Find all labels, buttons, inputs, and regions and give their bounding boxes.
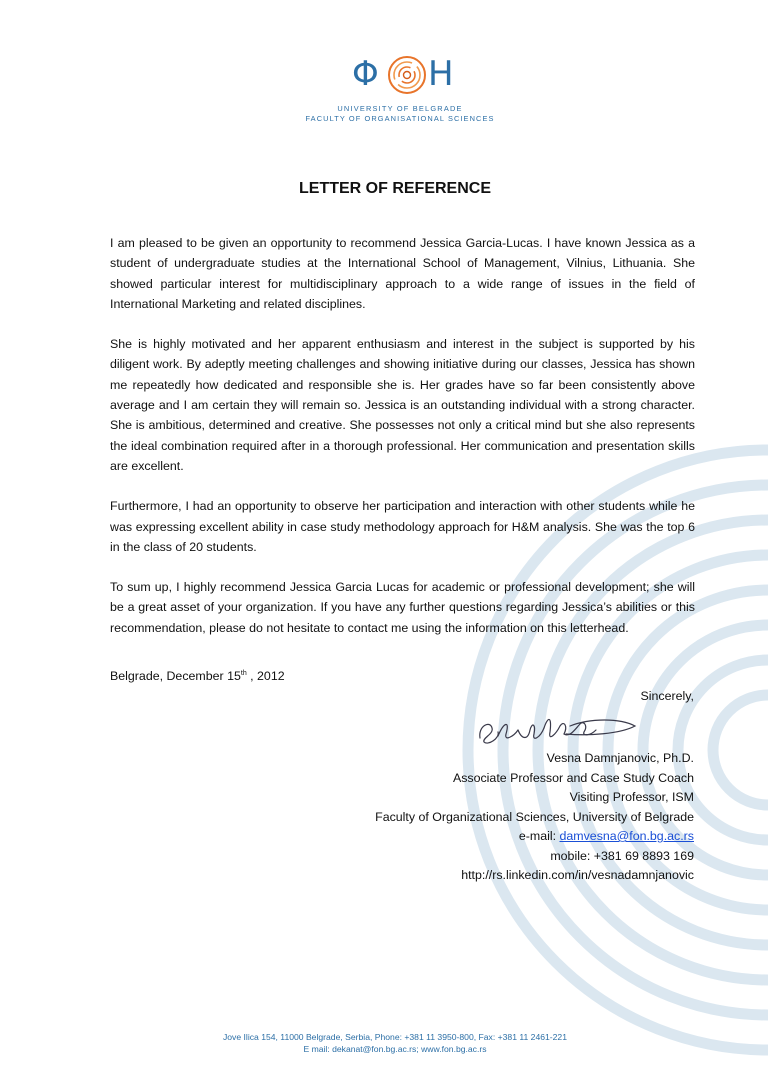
letter-title: LETTER OF REFERENCE [298, 180, 491, 197]
paragraph-summary: To sum up, I highly recommend Jessica Garcia Lucas for academic or professional development; she will be a great asset of your organization. If you have any further questions regarding Jessica’s abilities or this recommendation, please do not hesitate to contact me using the information on this letterhead. [110, 580, 695, 635]
date-suffix: th [240, 670, 247, 677]
letter-date [110, 664, 285, 686]
letterhead-footer [0, 1031, 768, 1055]
date-prefix: Belgrade, December 15 [110, 669, 241, 683]
logo-letter-right: Н [428, 54, 454, 94]
university-name: UNIVERSITY OF BELGRADE [337, 104, 463, 113]
paragraph-observation: Furthermore, I had an opportunity to observe her participation and interaction with other students while he was expressing excellent ability in case study methodology approach for H&M analysis. She was the top 6 in the class of 20 students. [110, 499, 695, 554]
date-year: , 2012 [246, 669, 285, 683]
signer-institution: Faculty of Organizational Sciences, University of Belgrade [375, 809, 694, 824]
footer-address: Jove Ilica 154, 11000 Belgrade, Serbia, Phone: +381 11 3950-800, Fax: +381 11 2461-221 [222, 1032, 567, 1042]
letter-body [110, 233, 695, 658]
signer-name: Vesna Damnjanovic, Ph.D. [546, 751, 694, 765]
faculty-name: FACULTY OF ORGANISATIONAL SCIENCES [305, 114, 495, 123]
logo-circle-icon [386, 54, 428, 96]
footer-contact: E mail: dekanat@fon.bg.ac.rs; www.fon.bg.ac.rs [303, 1044, 487, 1054]
paragraph-motivation: She is highly motivated and her apparent enthusiasm and interest in the subject is supported by his diligent work. By adeptly meeting challenges and showing initiative during our classes, Jessica has shown me repeatedly how dedicated and responsible she is. Her grades have so far been consistently above average and I am certain they will remain so. Jessica is an outstanding individual with a strong character. She is ambitious, determined and creative. She possesses not only a critical mind but she also represents the ideal combination required after in a thorough professional. Her communication and presentation skills are excellent. [110, 337, 695, 473]
email-label: e-mail: [518, 829, 560, 843]
email-link[interactable]: damvesna@fon.bg.ac.rs [559, 829, 694, 843]
fon-logo [352, 54, 462, 100]
signer-mobile: mobile: +381 69 8893 169 [550, 848, 694, 863]
signer-email-line [375, 827, 694, 847]
logo-letter-left: Φ [352, 54, 379, 94]
handwritten-signature [470, 712, 640, 750]
signer-linkedin: http://rs.linkedin.com/in/vesnadamnjanovic [461, 868, 694, 882]
paragraph-intro: I am pleased to be given an opportunity to recommend Jessica Garcia-Lucas. I have known Jessica as a student of undergraduate studies at the International School of Management, Vilnius, Lithuania. She showed particular interest for multidisciplinary approach to a wide range of issues in the field of International Marketing and related disciplines. [110, 236, 695, 311]
signer-visiting: Visiting Professor, ISM [569, 790, 694, 804]
signer-position: Associate Professor and Case Study Coach [452, 770, 694, 785]
signature-block [375, 749, 694, 886]
closing: Sincerely, [640, 689, 694, 703]
